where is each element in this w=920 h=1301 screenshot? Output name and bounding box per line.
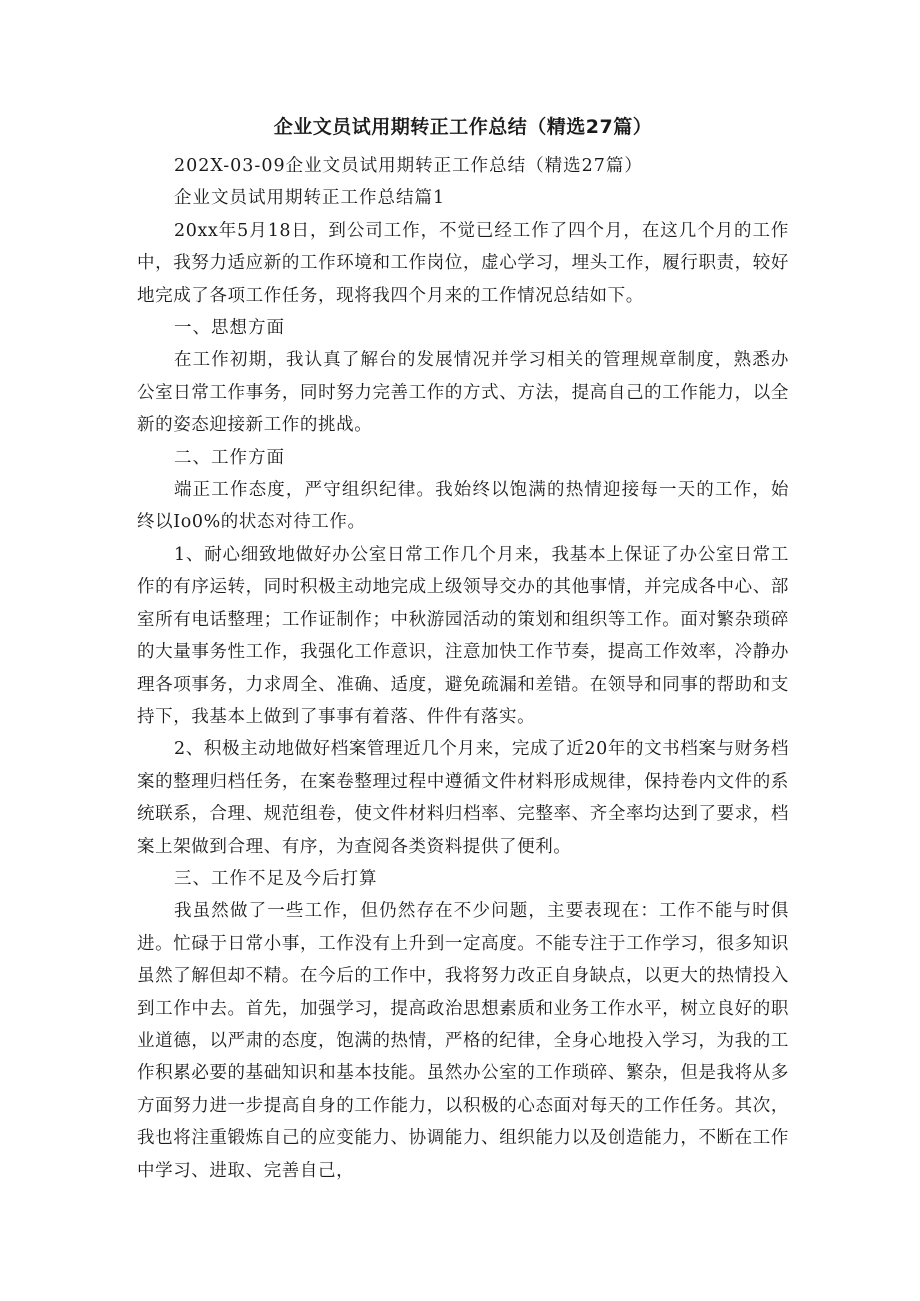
- paragraph-archive-work: 2、积极主动地做好档案管理近几个月来，完成了近20年的文书档案与财务档案的整理归档任务，在案卷整理过程中遵循文件材料形成规律，保持卷内文件的系统联系，合理、规范组卷，使文件材料归档率、完整率、齐全率均达到了要求，档案上架做到合理、有序，为查阅各类资料提供了便利。: [137, 739, 789, 857]
- article-title: 企业文员试用期转正工作总结篇1: [174, 188, 446, 209]
- date-title-line: 202X-03-09企业文员试用期转正工作总结（精选27篇）: [174, 156, 643, 176]
- paragraph-thought: 在工作初期，我认真了解台的发展情况并学习相关的管理规章制度，熟悉办公室日常工作事务，同时努力完善工作的方式、方法，提高自己的工作能力，以全新的姿态迎接新工作的挑战。: [137, 350, 789, 436]
- paragraph-shortcomings: 我虽然做了一些工作，但仍然存在不少问题，主要表现在：工作不能与时俱进。忙碌于日常小事，工作没有上升到一定高度。不能专注于工作学习，很多知识虽然了解但却不精。在今后的工作中，我将努力改正自身缺点，以更大的热情投入到工作中去。首先，加强学习，提高政治思想素质和业务工作水平，树立良好的职业道德，以严肃的态度，饱满的热情，严格的纪律，全身心地投入学习，为我的工作积累必要的基础知识和基本技能。虽然办公室的工作琐碎、繁杂，但是我将从多方面努力进一步提高自身的工作能力，以积极的心态面对每天的工作任务。其次，我也将注重锻炼自己的应变能力、协调能力、组织能力以及创造能力，不断在工作中学习、进取、完善自己，: [137, 901, 789, 1181]
- heading-thought: 一、思想方面: [174, 318, 285, 339]
- paragraph-intro: 20xx年5月18日，到公司工作，不觉已经工作了四个月，在这几个月的工作中，我努力适应新的工作环境和工作岗位，虚心学习，埋头工作，履行职责，较好地完成了各项工作任务，现将我四个月来的工作情况总结如下。: [137, 220, 789, 306]
- heading-work: 二、工作方面: [174, 447, 285, 468]
- document-title: 企业文员试用期转正工作总结（精选27篇）: [273, 116, 653, 138]
- heading-shortcomings: 三、工作不足及今后打算: [174, 868, 378, 889]
- paragraph-office-work: 1、耐心细致地做好办公室日常工作几个月来，我基本上保证了办公室日常工作的有序运转，同时积极主动地完成上级领导交办的其他事情，并完成各中心、部室所有电话整理；工作证制作；中秋游园活动的策划和组织等工作。面对繁杂琐碎的大量事务性工作，我强化工作意识，注意加快工作节奏，提高工作效率，冷静办理各项事务，力求周全、准确、适度，避免疏漏和差错。在领导和同事的帮助和支持下，我基本上做到了事事有着落、件件有落实。: [137, 544, 789, 727]
- paragraph-work-attitude: 端正工作态度，严守组织纪律。我始终以饱满的热情迎接每一天的工作，始终以Io0%的状态对待工作。: [137, 480, 789, 533]
- document-page: [137, 112, 789, 1187]
